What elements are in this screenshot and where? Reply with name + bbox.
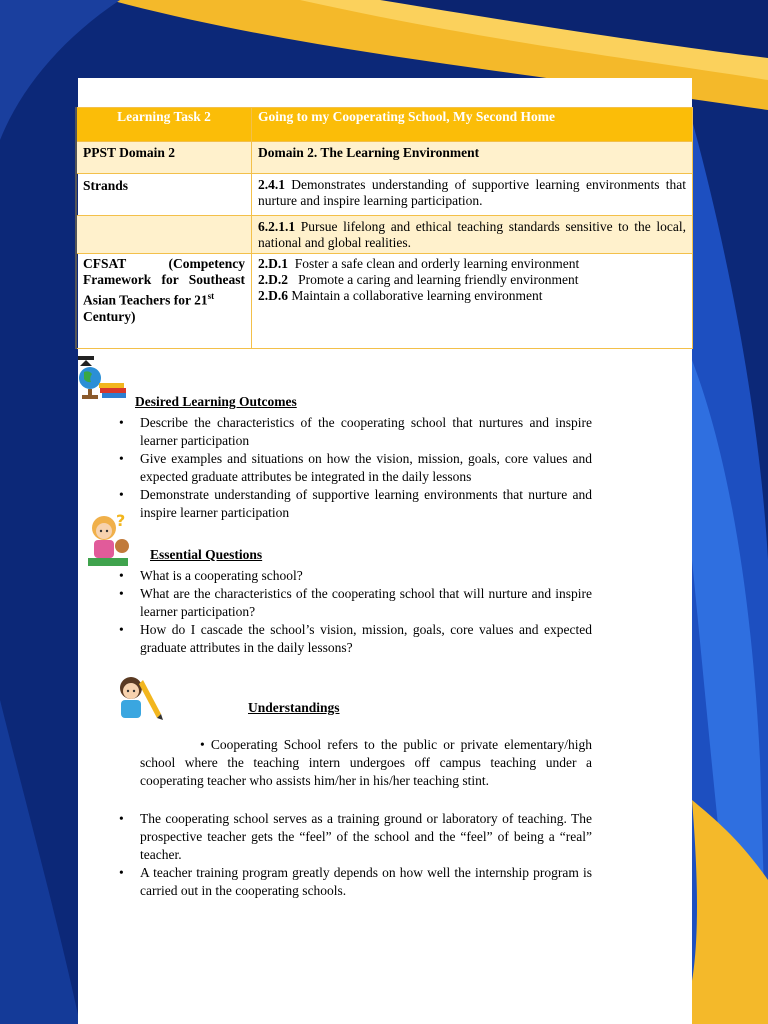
understandings-heading: Understandings [248,700,340,715]
boy-pencil-icon [113,674,165,722]
list-item: • Describe the characteristics of the cooperating school that nurtures and inspire learner participation [115,414,592,450]
cfsat-item: 2.D.2 Promote a caring and learning friendly environment [258,272,579,287]
domain-value: Domain 2. The Learning Environment [252,142,693,174]
cfsat-label: CFSAT (Competency Framework for Southeast Asian Teachers for 21st Century) [76,254,252,349]
questions-list [115,567,592,657]
strand-text: Demonstrates understanding of supportive learning environments that nurture and inspire learning participation. [258,177,686,208]
svg-text:?: ? [116,511,126,530]
girl-question-icon [84,510,136,572]
strands-label: Strands [76,174,252,216]
outcomes-list [115,414,592,522]
strand-2-4-1 [252,174,693,216]
questions-heading: Essential Questions [150,547,263,562]
outcomes-heading: Desired Learning Outcomes [135,394,297,409]
cfsat-item: 2.D.6 Maintain a collaborative learning environment [258,288,543,303]
strand-6-2-1-1 [252,216,693,254]
task-number-cell: Learning Task 2 [76,108,252,142]
strands-row-2 [76,216,693,254]
list-item: • What is a cooperating school? [115,567,592,585]
learning-task-table [75,107,693,349]
cfsat-row [76,254,693,349]
strand-code: 6.2.1.1 [258,219,296,234]
list-item: • The cooperating school serves as a training ground or laboratory of teaching. The prospective teacher gets the “feel” of the school and the “feel” of being a “real” teacher. [115,810,592,864]
task-title-cell: Going to my Cooperating School, My Second Home [252,108,693,142]
strand-code: 2.4.1 [258,177,285,192]
understandings-lead: • Cooperating School refers to the public or private elementary/high school where the teaching intern undergoes off campus teaching under a cooperating teacher who assists him/her in his/her teaching stint. [140,737,592,788]
list-item: • A teacher training program greatly depends on how well the internship program is carried out in the cooperating schools. [115,864,592,900]
domain-label: PPST Domain 2 [76,142,252,174]
domain-row [76,142,693,174]
cfsat-item: 2.D.1 Foster a safe clean and orderly learning environment [258,256,580,271]
understandings-list [115,810,592,900]
list-item: • How do I cascade the school’s vision, mission, goals, core values and expected graduate attributes in the daily lessons? [115,621,592,657]
strands-row [76,174,693,216]
strand-text: Pursue lifelong and ethical teaching standards sensitive to the local, national and global realities. [258,219,686,250]
list-item: • What are the characteristics of the cooperating school that will nurture and inspire learner participation? [115,585,592,621]
list-item: • Demonstrate understanding of supportive learning environments that nurture and inspire learner participation [115,486,592,522]
table-header-row [76,108,693,142]
list-item: • Give examples and situations on how the vision, mission, goals, core values and expected graduate attributes be integrated in the daily lessons [115,450,592,486]
cfsat-items [252,254,693,349]
